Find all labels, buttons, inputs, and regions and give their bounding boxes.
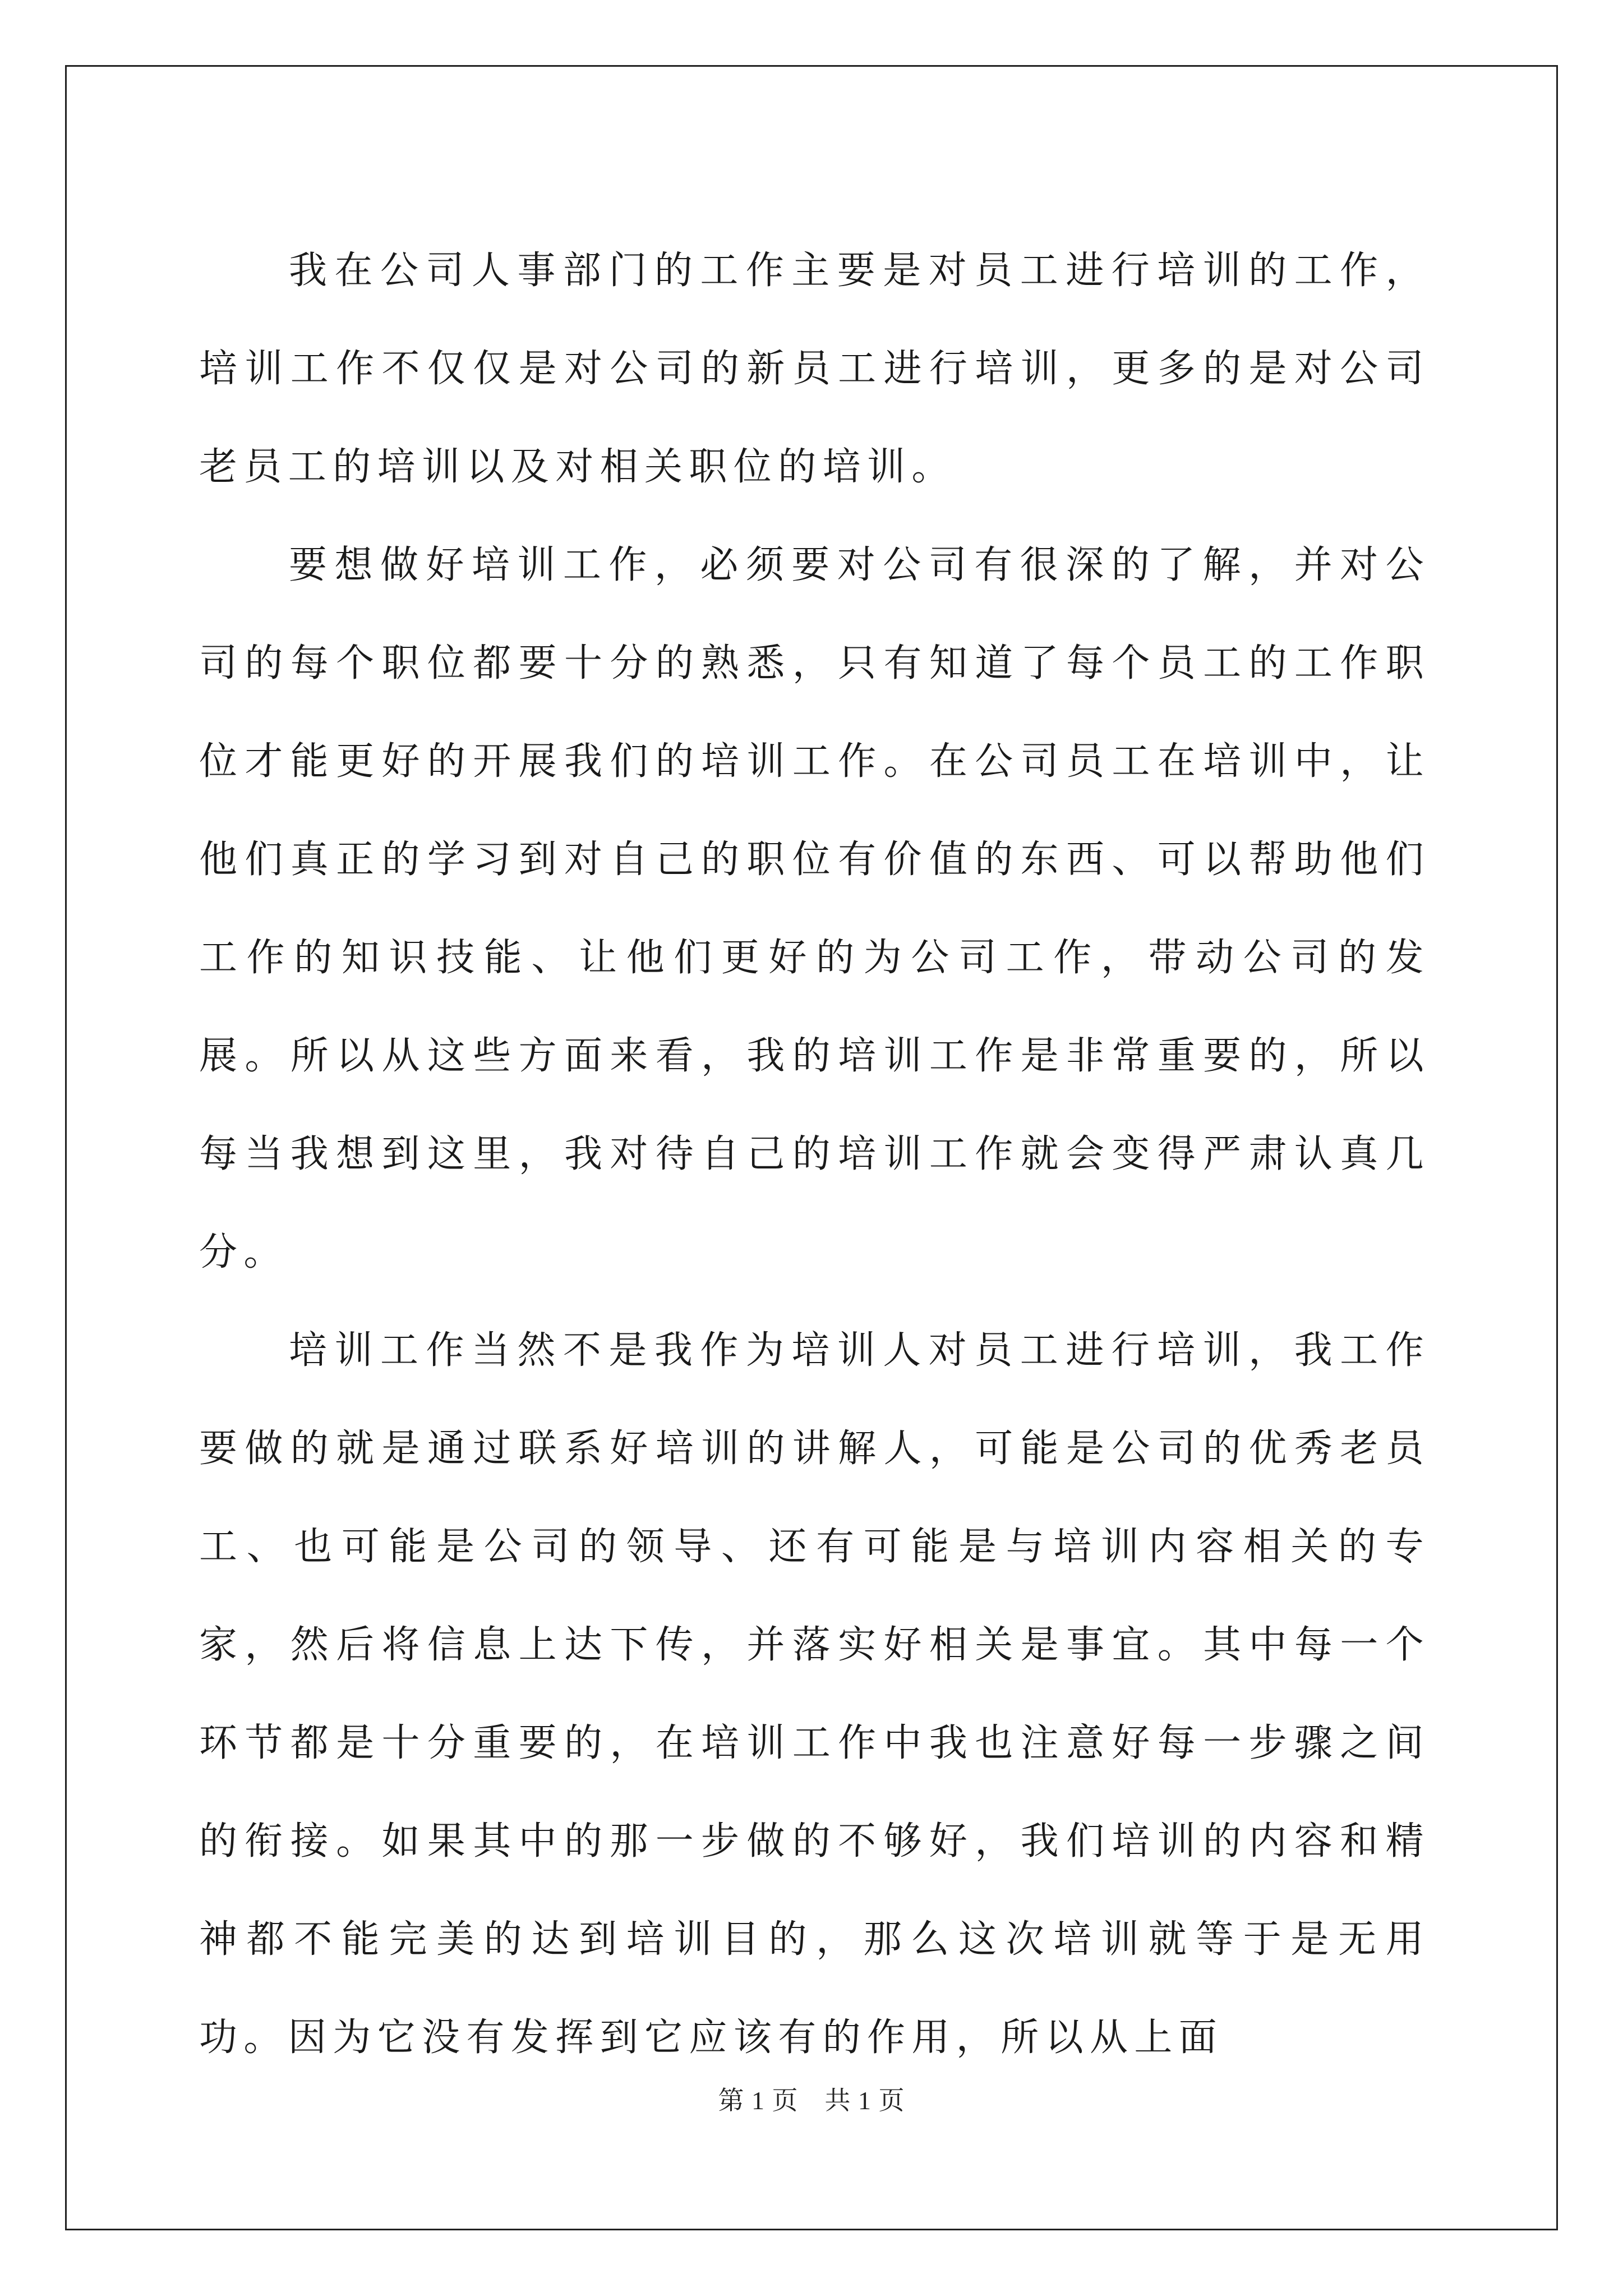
page-number-footer: 第 1 页 共 1 页 xyxy=(718,2086,905,2115)
paragraph-2: 要想做好培训工作，必须要对公司有很深的了解，并对公司的每个职位都要十分的熟悉，只有知道了每个员工的工作职位才能更好的开展我们的培训工作。在公司员工在培训中，让他们真正的学习到对自己的职位有价值的东西、可以帮助他们工作的知识技能、让他们更好的为公司工作，带动公司的发展。所以从这些方面来看，我的培训工作是非常重要的，所以每当我想到这里，我对待自己的培训工作就会变得严肃认真几分。 xyxy=(199,543,1430,1274)
document-body xyxy=(199,222,1430,2087)
paragraph-1: 我在公司人事部门的工作主要是对员工进行培训的工作，培训工作不仅仅是对公司的新员工进行培训，更多的是对公司老员工的培训以及对相关职位的培训。 xyxy=(199,249,1430,489)
paragraph-3: 培训工作当然不是我作为培训人对员工进行培训，我工作要做的就是通过联系好培训的讲解人，可能是公司的优秀老员工、也可能是公司的领导、还有可能是与培训内容相关的专家，然后将信息上达下传，并落实好相关是事宜。其中每一个环节都是十分重要的，在培训工作中我也注意好每一步骤之间的衔接。如果其中的那一步做的不够好，我们培训的内容和精神都不能完美的达到培训目的，那么这次培训就等于是无用功。因为它没有发挥到它应该有的作用，所以从上面 xyxy=(199,1328,1430,2060)
